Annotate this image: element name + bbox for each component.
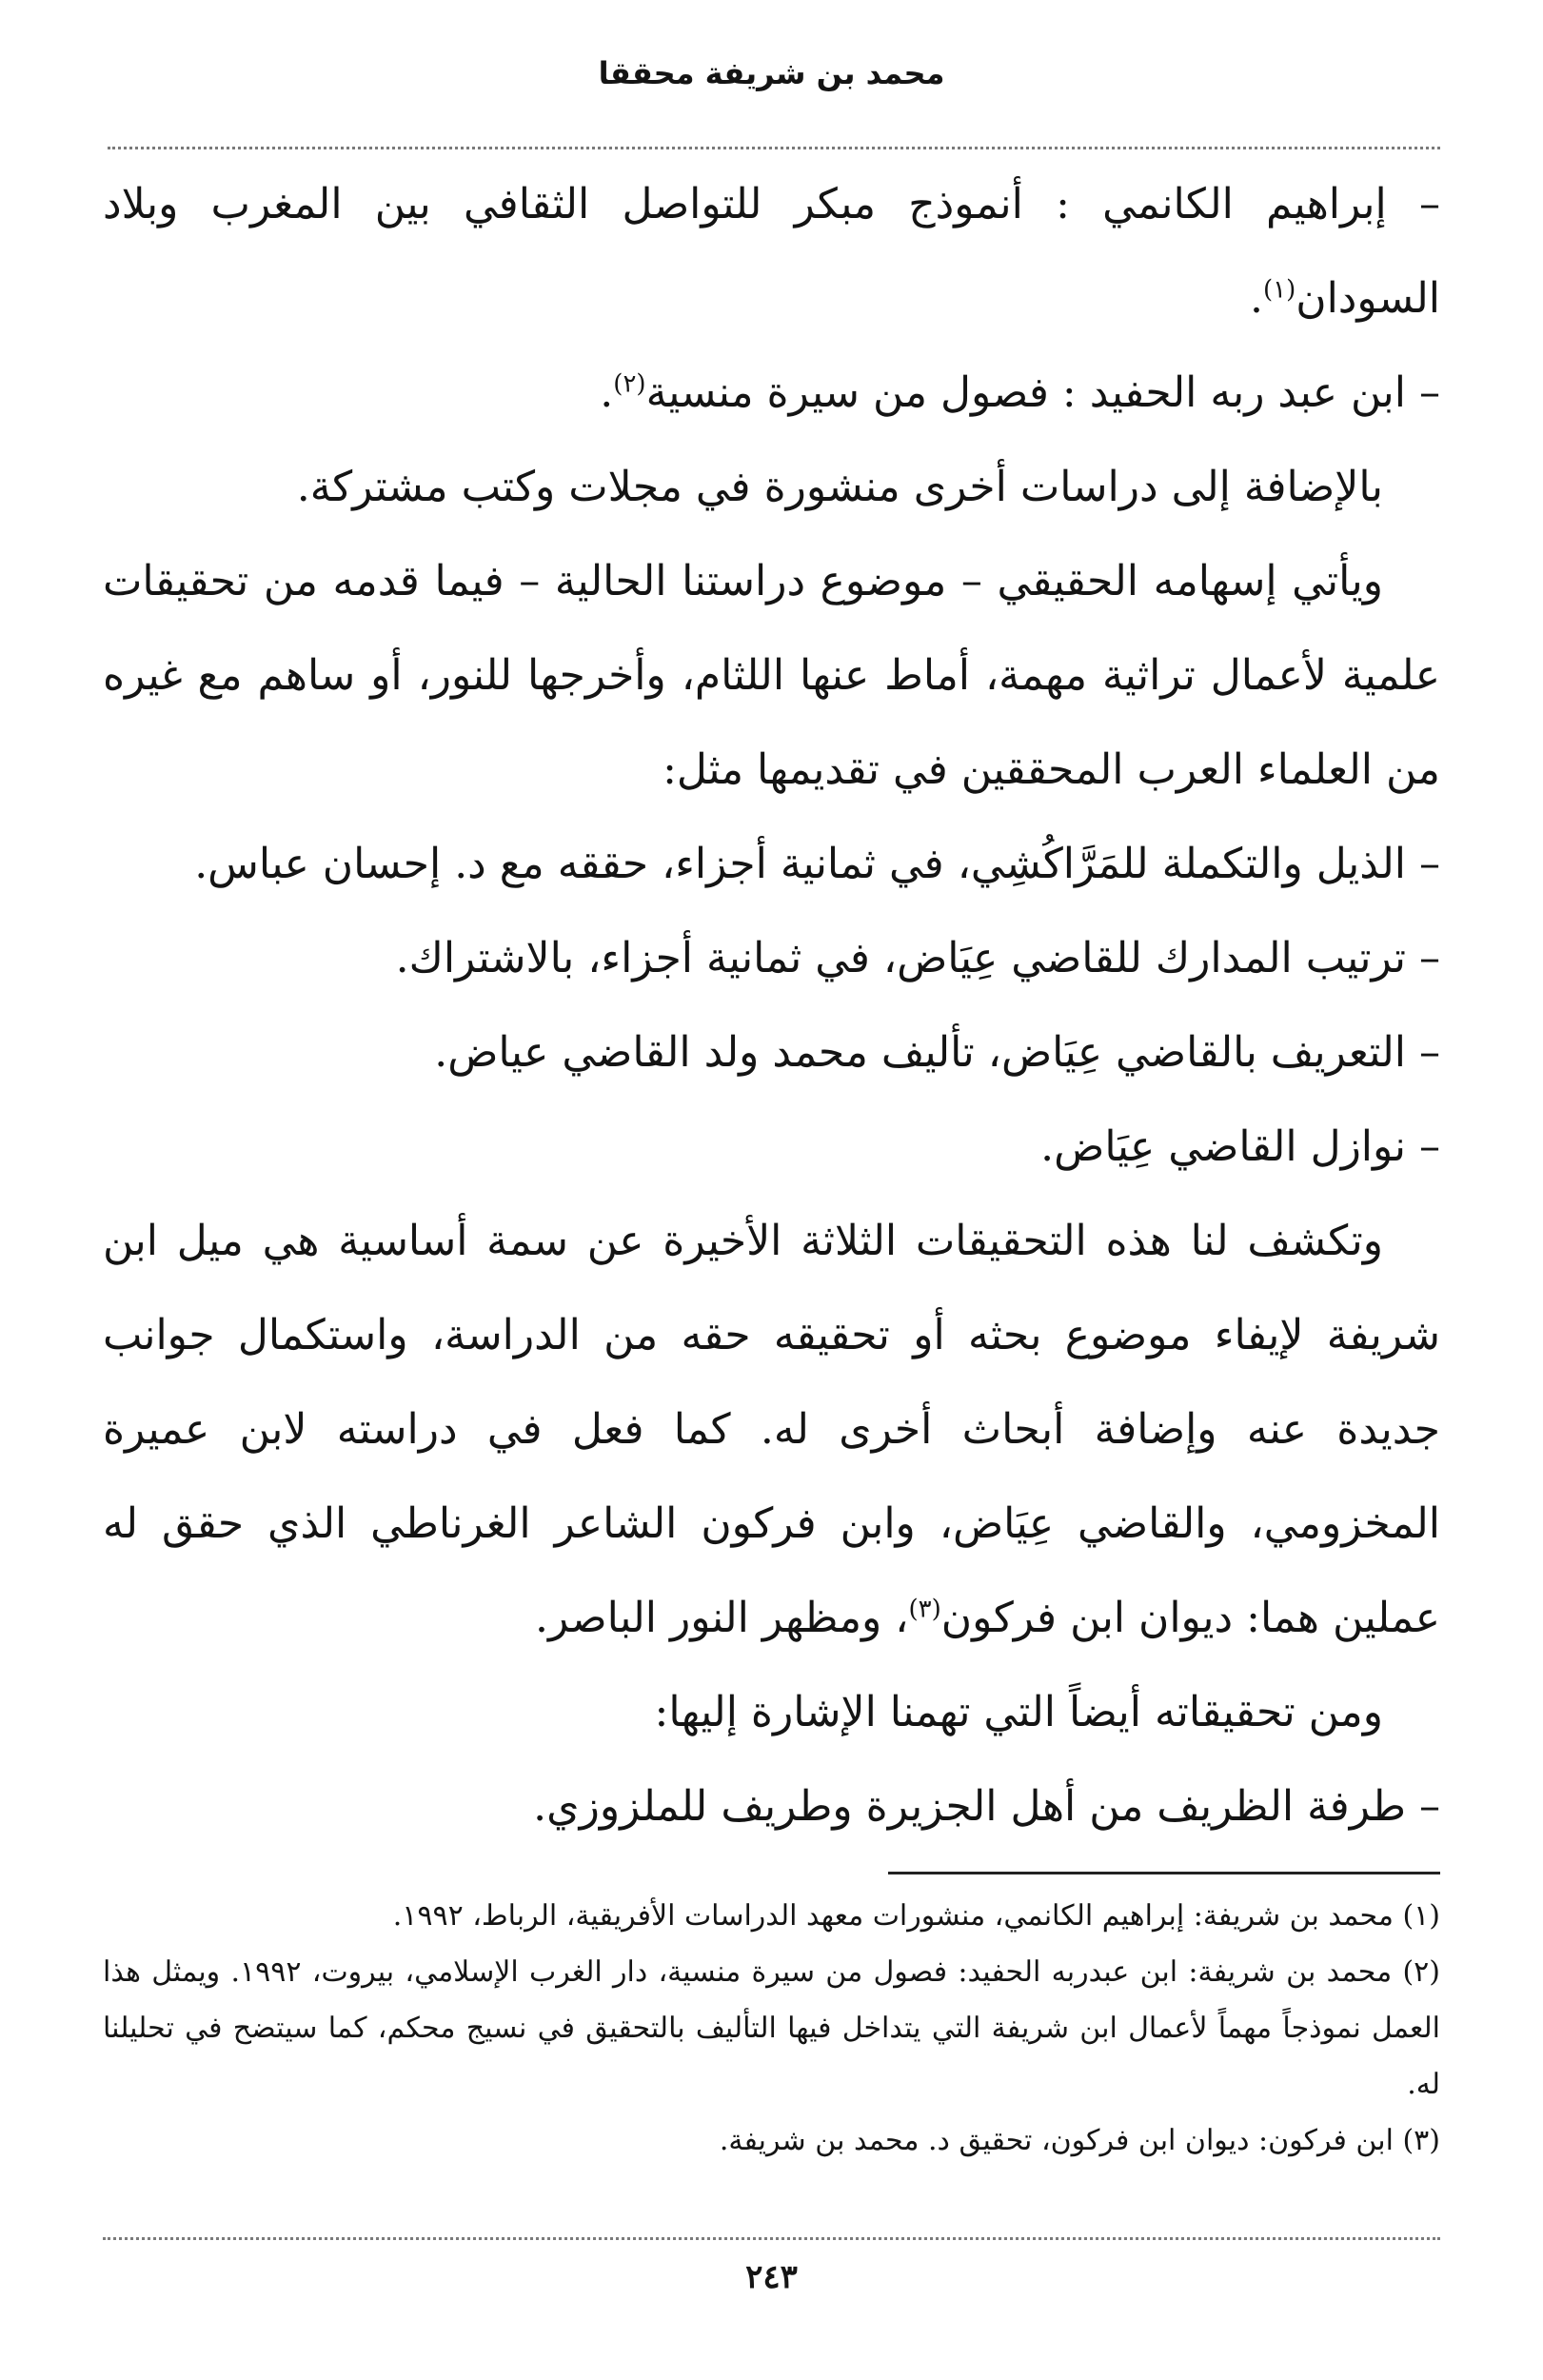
paragraph: ومن تحقيقاته أيضاً التي تهمنا الإشارة إليها: (654, 1688, 1383, 1736)
list-item: – طرفة الظريف من أهل الجزيرة وطريف للملزوزي. (533, 1782, 1440, 1831)
footnotes (103, 1888, 1440, 2169)
footnote-ref[interactable]: (١) (1262, 275, 1296, 305)
paragraph: وتكشف لنا هذه التحقيقات الثلاثة الأخيرة عن سمة أساسية هي ميل ابن شريفة لإيفاء موضوع بحثه أو تحقيقه حقه من الدراسة، واستكمال جوانب جديدة عنه وإضافة أبحاث أخرى له. كما فعل في دراسته لابن عميرة المخزومي، والقاضي عِيَاض، وابن فركون الشاعر الغرناطي الذي حقق له عملين هما: ديوان ابن فركون$^{(٣)}$، ومظهر النور الباصر. (103, 1217, 1440, 1642)
footnote-ref[interactable]: (٢) (613, 369, 646, 399)
footnote-separator (888, 1872, 1440, 1874)
footer-divider (103, 2237, 1440, 2240)
list-item: – ترتيب المدارك للقاضي عِيَاض، في ثمانية أجزاء، بالاشتراك. (395, 934, 1440, 982)
list-item: – الذيل والتكملة للمَرَّاكُشِي، في ثمانية أجزاء، حققه مع د. إحسان عباس. (194, 840, 1440, 888)
paragraph: بالإضافة إلى دراسات أخرى منشورة في مجلات وكتب مشتركة. (296, 463, 1383, 511)
list-item: – إبراهيم الكانمي : أنموذج مبكر للتواصل الثقافي بين المغرب وبلاد السودان$^{(١)}$. (103, 180, 1440, 323)
list-item: – نوازل القاضي عِيَاض. (1040, 1122, 1440, 1171)
running-title: محمد بن شريفة محققا (598, 55, 945, 91)
paragraph: ويأتي إسهامه الحقيقي – موضوع دراستنا الحالية – فيما قدمه من تحقيقات علمية لأعمال تراثية مهمة، أماط عنها اللثام، وأخرجها للنور، أو ساهم مع غيره من العلماء العرب المحققين في تقديمها مثل: (103, 557, 1440, 794)
list-item: – ابن عبد ربه الحفيد : فصول من سيرة منسية$^{(٢)}$. (600, 368, 1440, 417)
footnote-ref[interactable]: (٣) (908, 1595, 941, 1624)
footnote: (٣) ابن فركون: ديوان ابن فركون، تحقيق د. محمد بن شريفة. (719, 2124, 1440, 2157)
list-item: – التعريف بالقاضي عِيَاض، تأليف محمد ولد القاضي عياض. (434, 1028, 1440, 1077)
footnote: (١) محمد بن شريفة: إبراهيم الكانمي، منشورات معهد الدراسات الأفريقية، الرباط، ١٩٩٢. (392, 1899, 1440, 1933)
page-number: ٢٤٣ (745, 2258, 798, 2296)
header-divider (108, 147, 1440, 149)
main-text (103, 157, 1440, 1854)
footnote: (٢) محمد بن شريفة: ابن عبدربه الحفيد: فصول من سيرة منسية، دار الغرب الإسلامي، بيروت، ١٩٩٢. ويمثل هذا العمل نموذجاً مهماً لأعمال ابن شريفة التي يتداخل فيها التأليف بالتحقيق في نسيج محكم، كما سيتضح في تحليلنا له. (103, 1955, 1440, 2101)
